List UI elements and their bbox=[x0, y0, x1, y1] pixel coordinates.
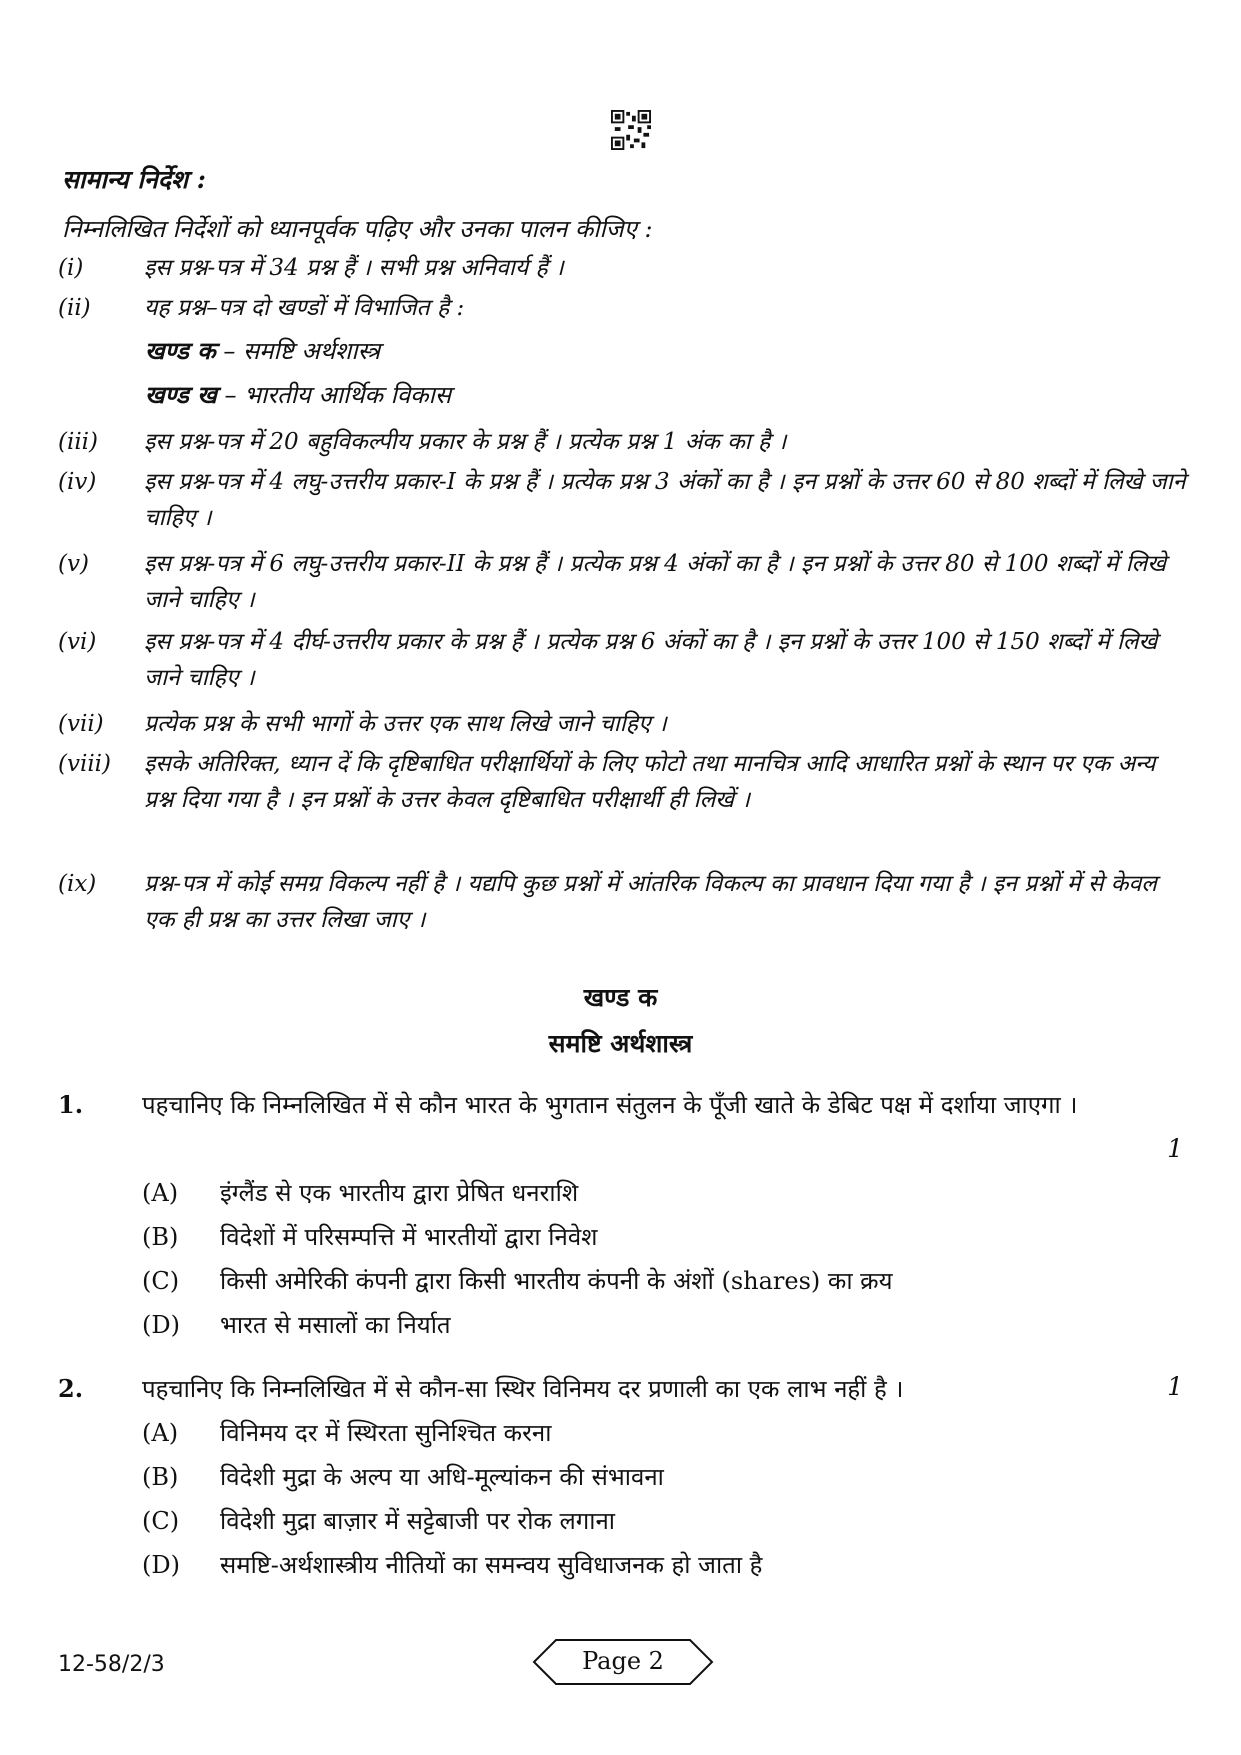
option-c bbox=[142, 1504, 615, 1537]
option-label: (D) bbox=[142, 1311, 180, 1339]
option-label: (B) bbox=[142, 1223, 179, 1251]
instruction-item bbox=[58, 706, 1188, 742]
instruction-item bbox=[58, 746, 1188, 818]
option-label: (A) bbox=[142, 1419, 179, 1447]
instruction-number: (vi) bbox=[58, 629, 97, 655]
instruction-item bbox=[58, 624, 1188, 696]
instruction-text: इस प्रश्न-पत्र में 4 दीर्घ-उत्तरीय प्रकार के प्रश्न हैं । प्रत्येक प्रश्न 6 अंकों का है । इन प्रश्नों के उत्तर 100 से 150 शब्दों में लिखे जाने चाहिए । bbox=[144, 629, 1158, 691]
instruction-text: प्रत्येक प्रश्न के सभी भागों के उत्तर एक साथ लिखे जाने चाहिए । bbox=[144, 711, 667, 737]
question-1 bbox=[58, 1086, 1188, 1124]
option-a bbox=[142, 1176, 578, 1209]
paper-code: 12-58/2/3 bbox=[58, 1652, 165, 1677]
instruction-item bbox=[58, 250, 1188, 286]
page-number-badge bbox=[532, 1638, 714, 1686]
instruction-number: (i) bbox=[58, 255, 84, 281]
option-text: भारत से मसालों का निर्यात bbox=[220, 1311, 451, 1339]
instruction-text: इस प्रश्न-पत्र में 6 लघु-उत्तरीय प्रकार-II के प्रश्न हैं । प्रत्येक प्रश्न 4 अंकों का है । इन प्रश्नों के उत्तर 80 से 100 शब्दों में लिखे जाने चाहिए । bbox=[144, 551, 1167, 613]
option-text: किसी अमेरिकी कंपनी द्वारा किसी भारतीय कंपनी के अंशों (shares) का क्रय bbox=[220, 1267, 893, 1295]
question-text: पहचानिए कि निम्नलिखित में से कौन-सा स्थिर विनिमय दर प्रणाली का एक लाभ नहीं है । bbox=[142, 1375, 904, 1403]
instruction-text: इस प्रश्न-पत्र में 20 बहुविकल्पीय प्रकार के प्रश्न हैं । प्रत्येक प्रश्न 1 अंक का है । bbox=[144, 429, 787, 455]
option-c bbox=[142, 1264, 893, 1297]
question-number: 1. bbox=[58, 1090, 84, 1119]
instruction-text: इस प्रश्न-पत्र में 34 प्रश्न हैं । सभी प्रश्न अनिवार्य हैं । bbox=[144, 255, 564, 281]
instruction-item bbox=[58, 464, 1188, 536]
question-1-marks: 1 bbox=[1167, 1134, 1183, 1163]
option-label: (A) bbox=[142, 1179, 179, 1207]
instructions-title: सामान्य निर्देश : bbox=[62, 165, 206, 194]
instruction-item bbox=[58, 866, 1188, 938]
instruction-text: यह प्रश्न–पत्र दो खण्डों में विभाजित है : bbox=[144, 295, 465, 321]
option-b bbox=[142, 1460, 664, 1493]
option-label: (C) bbox=[142, 1267, 180, 1295]
option-text: विनिमय दर में स्थिरता सुनिश्चित करना bbox=[220, 1419, 552, 1447]
option-d bbox=[142, 1308, 451, 1341]
section-a-label: खण्ड क bbox=[145, 336, 216, 365]
option-label: (B) bbox=[142, 1463, 179, 1491]
section-subtitle: समष्टि अर्थशास्त्र bbox=[548, 1029, 693, 1058]
instruction-number: (iv) bbox=[58, 469, 97, 495]
option-d bbox=[142, 1548, 762, 1581]
instruction-text: इसके अतिरिक्त, ध्यान दें कि दृष्टिबाधित परीक्षार्थियों के लिए फोटो तथा मानचित्र आदि आधारित प्रश्नों के स्थान पर एक अन्य प्रश्न दिया गया है । इन प्रश्नों के उत्तर केवल दृष्टिबाधित परीक्षार्थी ही लिखें । bbox=[144, 751, 1156, 813]
instructions-intro: निम्नलिखित निर्देशों को ध्यानपूर्वक पढ़िए और उनका पालन कीजिए : bbox=[62, 215, 653, 243]
question-2-marks: 1 bbox=[1167, 1372, 1183, 1401]
instruction-text: प्रश्न-पत्र में कोई समग्र विकल्प नहीं है । यद्यपि कुछ प्रश्नों में आंतरिक विकल्प का प्रावधान दिया गया है । इन प्रश्नों में से केवल एक ही प्रश्न का उत्तर लिखा जाए । bbox=[144, 871, 1157, 933]
instruction-number: (ii) bbox=[58, 295, 91, 321]
section-b-line bbox=[145, 378, 451, 411]
instruction-text: इस प्रश्न-पत्र में 4 लघु-उत्तरीय प्रकार-I के प्रश्न हैं । प्रत्येक प्रश्न 3 अंकों का है । इन प्रश्नों के उत्तर 60 से 80 शब्दों में लिखे जाने चाहिए । bbox=[144, 469, 1186, 531]
instruction-item bbox=[58, 546, 1188, 618]
page-number: Page 2 bbox=[582, 1647, 664, 1675]
question-2 bbox=[58, 1370, 1188, 1408]
instruction-item bbox=[58, 424, 1188, 460]
section-title: खण्ड क bbox=[583, 983, 658, 1012]
section-a-line bbox=[145, 334, 380, 367]
instruction-number: (v) bbox=[58, 551, 89, 577]
instruction-number: (ix) bbox=[58, 871, 97, 897]
option-b bbox=[142, 1220, 597, 1253]
option-text: विदेशों में परिसम्पत्ति में भारतीयों द्वारा निवेश bbox=[220, 1223, 598, 1251]
section-b-label: खण्ड ख bbox=[145, 380, 217, 409]
qr-code-icon bbox=[611, 110, 651, 150]
instruction-number: (vii) bbox=[58, 711, 104, 737]
option-a bbox=[142, 1416, 551, 1449]
instruction-item bbox=[58, 290, 1188, 326]
option-text: समष्टि-अर्थशास्त्रीय नीतियों का समन्वय सुविधाजनक हो जाता है bbox=[220, 1551, 763, 1579]
instruction-number: (viii) bbox=[58, 751, 112, 777]
option-text: विदेशी मुद्रा बाज़ार में सट्टेबाजी पर रोक लगाना bbox=[220, 1507, 616, 1535]
question-number: 2. bbox=[58, 1374, 84, 1403]
option-text: विदेशी मुद्रा के अल्प या अधि-मूल्यांकन की संभावना bbox=[220, 1463, 664, 1491]
section-b-name: – भारतीय आर्थिक विकास bbox=[224, 381, 452, 409]
section-a-name: – समष्टि अर्थशास्त्र bbox=[223, 337, 381, 365]
option-label: (C) bbox=[142, 1507, 180, 1535]
option-text: इंग्लैंड से एक भारतीय द्वारा प्रेषित धनराशि bbox=[220, 1179, 579, 1207]
question-text: पहचानिए कि निम्नलिखित में से कौन भारत के भुगतान संतुलन के पूँजी खाते के डेबिट पक्ष में दर्शाया जाएगा । bbox=[142, 1091, 1078, 1119]
instruction-number: (iii) bbox=[58, 429, 99, 455]
option-label: (D) bbox=[142, 1551, 180, 1579]
